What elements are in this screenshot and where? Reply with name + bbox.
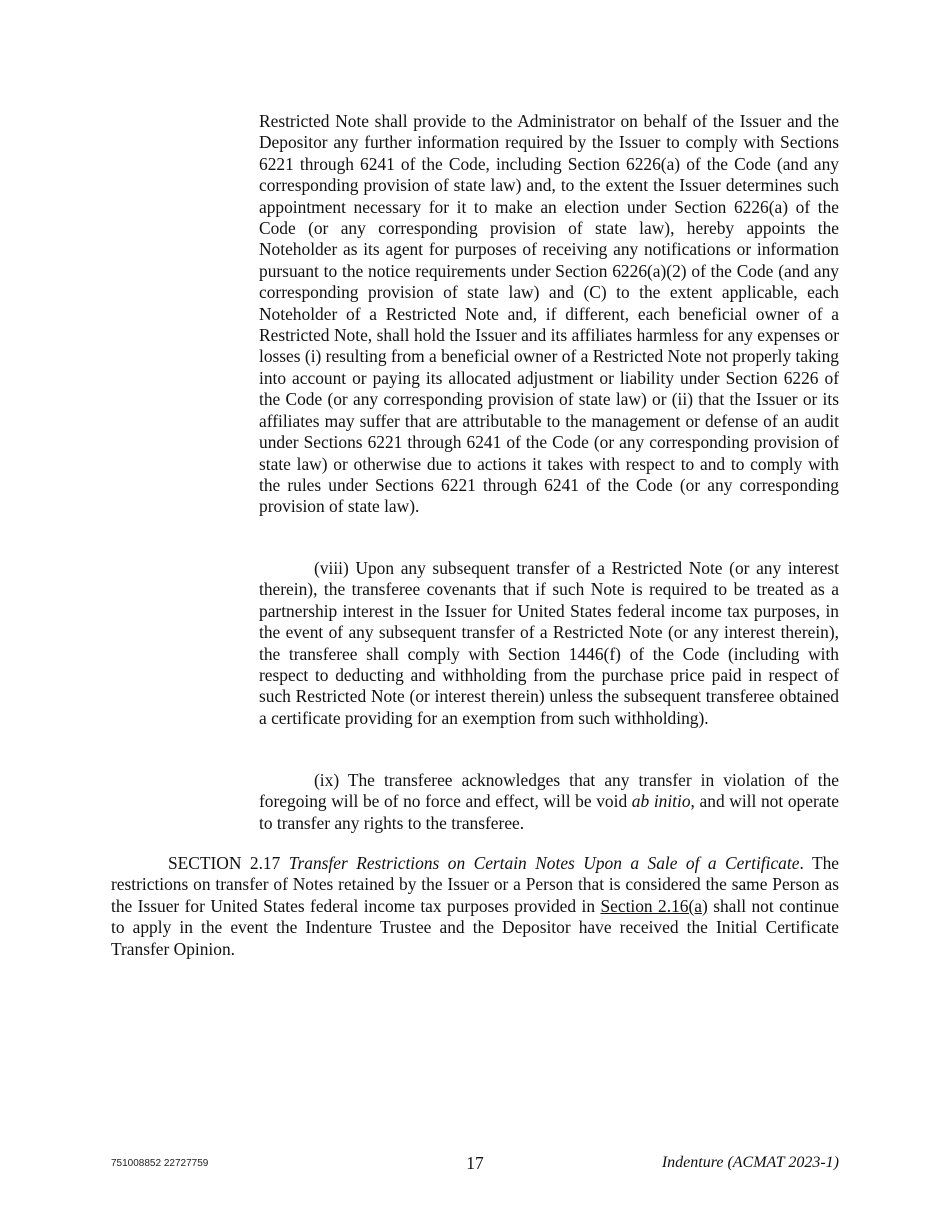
continuation-paragraph-block	[259, 111, 839, 518]
footer-doc-title: Indenture (ACMAT 2023-1)	[661, 1154, 839, 1171]
section-heading-end: .	[799, 853, 804, 873]
section-body-before: The restrictions on transfer of Notes retained by the Issuer or a Person that is considered the same Person as the Issuer for United States federal income tax purposes provided in	[111, 853, 839, 916]
section-heading: Transfer Restrictions on Certain Notes Upon a Sale of a Certificate	[288, 853, 800, 873]
section-number: SECTION 2.17	[168, 853, 281, 873]
clause-viii: (viii) Upon any subsequent transfer of a Restricted Note (or any interest therein), the transferee covenants that if such Note is required to be treated as a partnership interest in the Issuer for United States federal income tax purposes, in the event of any subsequent transfer of a Restricted Note (or any interest therein), the transferee shall comply with Section 1446(f) of the Code (including with respect to deducting and withholding from the purchase price paid in respect of such Restricted Note (or interest therein) unless the subsequent transferee obtained a certificate providing for an exemption from such withholding).	[259, 558, 839, 728]
clause-ix-latin-term: ab initio	[631, 791, 691, 812]
footer-page-number: 17	[466, 1153, 484, 1173]
clause-ix-text-after: , and will not operate to transfer any rights to the transferee.	[259, 791, 840, 833]
section-cross-reference: Section 2.16(a)	[600, 895, 708, 916]
clause-ix-block	[259, 770, 839, 834]
clause-ix-text-before: (ix) The transferee acknowledges that any transfer in violation of the foregoing will be of no force and effect, will be void	[259, 770, 839, 812]
section-2-17	[111, 853, 839, 960]
continuation-paragraph: Restricted Note shall provide to the Administrator on behalf of the Issuer and the Depositor any further information required by the Issuer to comply with Sections 6221 through 6241 of the Code, including Section 6226(a) of the Code (and any corresponding provision of state law) and, to the extent the Issuer determines such appointment necessary for it to make an election under Section 6226(a) of the Code (or any corresponding provision of state law), hereby appoints the Noteholder as its agent for purposes of receiving any notifications or information pursuant to the notice requirements under Section 6226(a)(2) of the Code (and any corresponding provision of state law) and (C) to the extent applicable, each Noteholder of a Restricted Note and, if different, each beneficial owner of a Restricted Note, shall hold the Issuer and its affiliates harmless for any expenses or losses (i) resulting from a beneficial owner of a Restricted Note not properly taking into account or paying its allocated adjustment or liability under Section 6226 of the Code (or any corresponding provision of state law) or (ii) that the Issuer or its affiliates may suffer that are attributable to the management or defense of an audit under Sections 6221 through 6241 of the Code (or any corresponding provision of state law) or otherwise due to actions it takes with respect to and to comply with the rules under Sections 6221 through 6241 of the Code (or any corresponding provision of state law).	[259, 111, 839, 517]
clause-ix	[259, 770, 839, 834]
section-2-17-block	[111, 853, 839, 960]
clause-viii-block	[259, 558, 839, 729]
section-body-after: shall not continue to apply in the event the Indenture Trustee and the Depositor have received the Initial Certificate Transfer Opinion.	[111, 895, 839, 959]
footer-doc-id: 751008852 22727759	[111, 1158, 209, 1169]
